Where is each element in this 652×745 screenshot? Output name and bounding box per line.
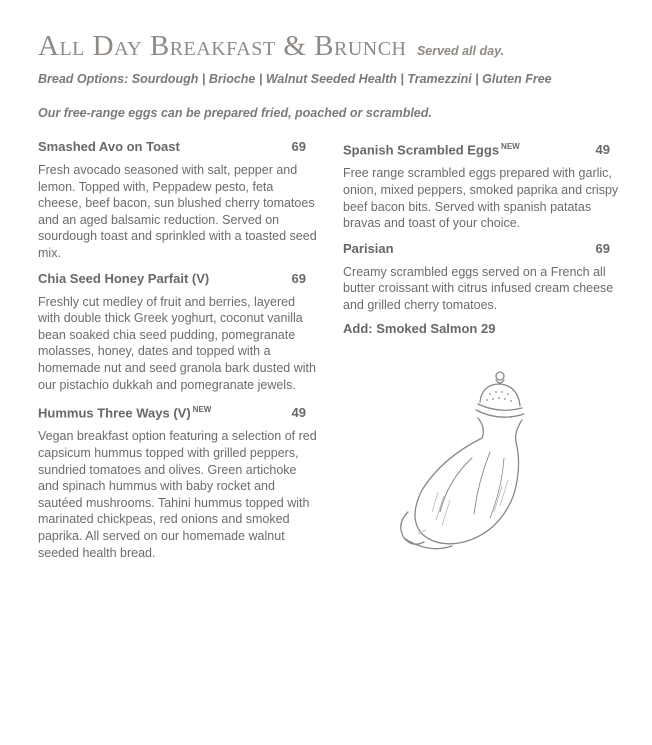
item-price: 49	[291, 405, 306, 421]
menu-item-spanish-eggs	[343, 138, 623, 232]
menu-title: All Day Breakfast & Brunch	[38, 30, 407, 62]
item-description: Creamy scrambled eggs served on a French all butter croissant with citrus infused cream cheese and grilled cherry tomatoes.	[343, 264, 614, 312]
menu-item-chia-parfait	[38, 270, 318, 394]
left-column	[38, 138, 318, 569]
item-price: 69	[291, 270, 306, 286]
right-column	[343, 138, 623, 336]
item-name: Spanish Scrambled Eggs	[343, 142, 500, 158]
item-description: Fresh avocado seasoned with salt, pepper and lemon. Topped with, Peppadew pesto, feta cheese, beef bacon, sun blushed cherry tomatoes and an aged balsamic reduction. Served on sourdough toast and sprinkled with a toasted seed mix.	[38, 163, 317, 260]
menu-subtitle: Served all day.	[416, 44, 505, 58]
item-name: Hummus Three Ways (V)	[38, 405, 191, 421]
menu-item-smashed-avo	[38, 138, 318, 262]
menu-item-hummus	[38, 401, 318, 561]
item-description: Free range scrambled eggs prepared with garlic, onion, mixed peppers, smoked paprika and crispy beef bacon bits. Served with spanish patatas bravas and toast of your choice.	[343, 166, 619, 231]
item-description: Vegan breakfast option featuring a selection of red capsicum hummus topped with grilled peppers, sundried tomatoes and olives. Green artichoke and spinach hummus with baby rocket and sautéed mushrooms. Tahini hummus topped with marinated chickpeas, red onions and smoked paprika. All served on our homemade walnut seeded health bread.	[38, 429, 317, 560]
item-name: Chia Seed Honey Parfait (V)	[38, 270, 210, 286]
item-description: Freshly cut medley of fruit and berries, layered with double thick Greek yoghurt, coconut vanilla bean soaked chia seed pudding, pomegranate molasses, honey, dates and topped with a homemade nut and seed granola bark dusted with our pistachio dukkah and pomegranate jewels.	[38, 294, 316, 392]
menu-title-row	[38, 30, 504, 63]
menu-item-parisian	[343, 240, 623, 314]
item-price: 49	[595, 142, 610, 158]
bread-options: Bread Options: Sourdough | Brioche | Walnut Seeded Health | Tramezzini | Gluten Free	[38, 72, 552, 86]
sugar-shaker-icon	[382, 362, 532, 552]
new-badge: NEW	[501, 142, 520, 151]
eggs-note: Our free-range eggs can be prepared fried, poached or scrambled.	[38, 106, 432, 120]
item-price: 69	[595, 240, 610, 256]
new-badge: NEW	[192, 405, 212, 415]
item-name: Parisian	[343, 240, 394, 256]
addon-smoked-salmon: Add: Smoked Salmon 29	[343, 321, 496, 337]
item-name: Smashed Avo on Toast	[38, 139, 180, 154]
item-price: 69	[291, 139, 306, 154]
